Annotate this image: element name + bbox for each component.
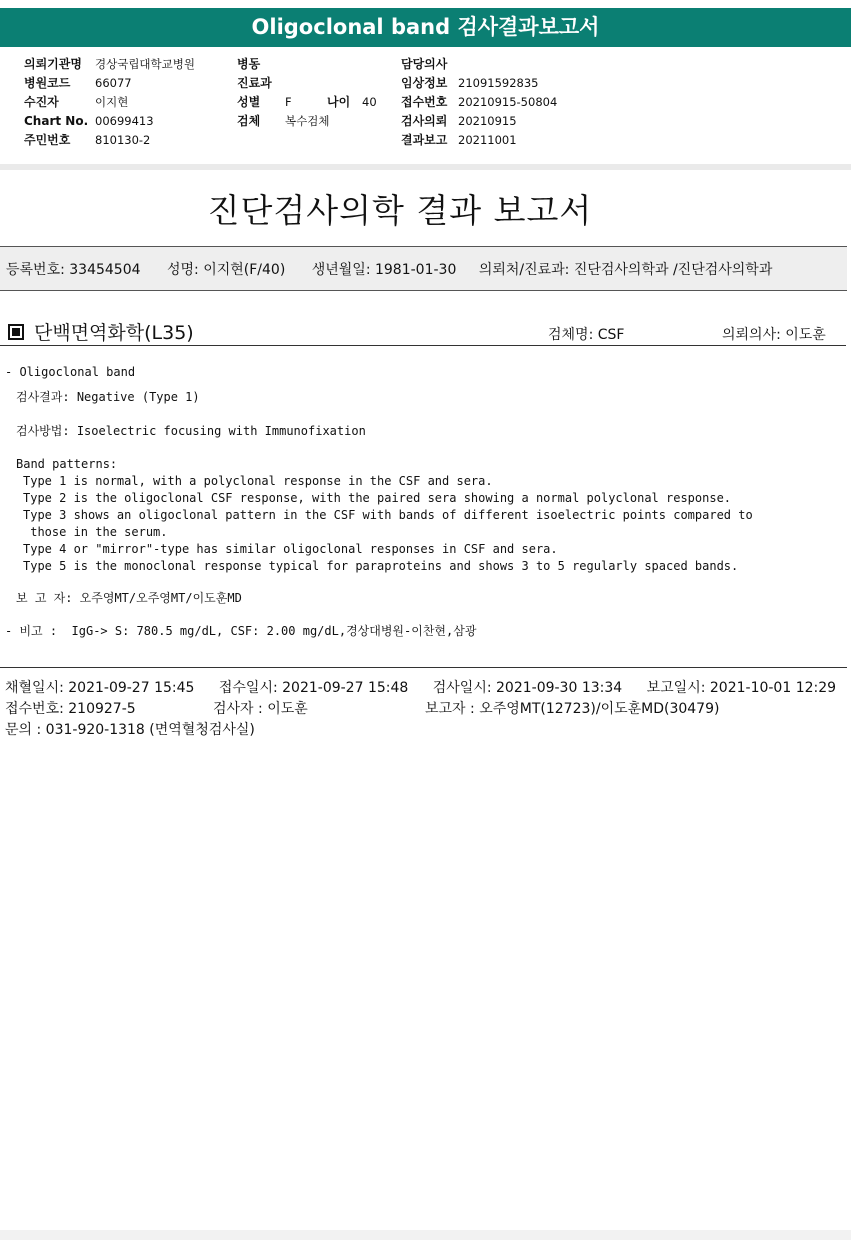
header-row-sex-age: 성별 F 나이 40 <box>237 95 377 109</box>
patient-info-bar <box>0 246 847 291</box>
header-col-3 <box>401 55 557 150</box>
band-type-3: Type 3 shows an oligoclonal pattern in the CSF with bands of different isoelectric points compared to <box>23 508 753 522</box>
remark-line: - 비고 : IgG-> S: 780.5 mg/dL, CSF: 2.00 mg/dL,경상대병원-이찬현,삼광 <box>5 624 477 638</box>
test-datetime: 검사일시: 2021-09-30 13:34 <box>432 680 623 696</box>
footer-tester: 검사자 : 이도훈 <box>213 701 308 717</box>
footer-row-dates <box>5 677 836 697</box>
band-type-4: Type 4 or "mirror"-type has similar oligoclonal responses in CSF and sera. <box>23 542 558 556</box>
header-row-hospital-code: 병원코드 66077 <box>24 76 132 90</box>
band-type-3-cont: those in the serum. <box>23 525 168 539</box>
header-row-institution: 의뢰기관명 경상국립대학교병원 <box>24 57 195 71</box>
footer-reporter: 보고자 : 오주영MT(12723)/이도훈MD(30479) <box>425 701 720 717</box>
header-row-resident-no: 주민번호 810130-2 <box>24 133 151 147</box>
reporter-line: 보 고 자: 오주영MT/오주영MT/이도훈MD <box>16 591 242 605</box>
header-row-receipt-no: 접수번호 20210915-50804 <box>401 95 558 109</box>
band-type-2: Type 2 is the oligoclonal CSF response, with the paired sera showing a normal polyclonal response. <box>23 491 732 505</box>
header-row-report-date: 결과보고 20211001 <box>401 133 517 147</box>
registration-number: 등록번호: 33454504 <box>6 262 141 278</box>
date-of-birth: 생년월일: 1981-01-30 <box>311 262 457 278</box>
filled-square-icon <box>8 324 24 340</box>
referring-doctor: 의뢰의사: 이도훈 <box>722 327 826 343</box>
header-row-clinical-info: 임상정보 21091592835 <box>401 76 539 90</box>
section-title: 단백면역화학(L35) <box>8 318 194 345</box>
header-info <box>0 47 851 165</box>
footer-contact: 문의 : 031-920-1318 (면역혈청검사실) <box>5 722 255 738</box>
referring-dept: 의뢰처/진료과: 진단검사의학과 /진단검사의학과 <box>478 262 773 278</box>
header-row-patient: 수진자 이지현 <box>24 95 129 109</box>
report-title-bar: Oligoclonal band 검사결과보고서 <box>0 8 851 47</box>
test-name: - Oligoclonal band <box>5 365 136 379</box>
test-result: 검사결과: Negative (Type 1) <box>16 390 200 404</box>
separator-band <box>0 164 851 170</box>
header-row-ward: 병동 <box>237 57 261 71</box>
specimen-name: 검체명: CSF <box>548 327 625 343</box>
section-header <box>0 318 846 346</box>
footer-divider <box>0 667 847 668</box>
document-title: 진단검사의학 결과 보고서 <box>207 191 593 230</box>
header-col-1 <box>24 55 195 150</box>
header-row-chart-no: Chart No. 00699413 <box>24 114 154 128</box>
band-type-1: Type 1 is normal, with a polyclonal response in the CSF and sera. <box>23 474 493 488</box>
header-row-specimen: 검체 복수검체 <box>237 114 330 128</box>
band-patterns-title: Band patterns: <box>16 457 118 471</box>
collection-datetime: 채혈일시: 2021-09-27 15:45 <box>5 680 195 696</box>
footer-receipt-no: 접수번호: 210927-5 <box>5 701 136 717</box>
header-row-doctor: 담당의사 <box>401 57 448 71</box>
header-row-request-date: 검사의뢰 20210915 <box>401 114 517 128</box>
header-col-2 <box>237 55 377 131</box>
band-type-5: Type 5 is the monoclonal response typical for paraproteins and shows 3 to 5 regularly spaced bands. <box>23 559 739 573</box>
header-row-dept: 진료과 <box>237 76 272 90</box>
receipt-datetime: 접수일시: 2021-09-27 15:48 <box>218 680 409 696</box>
report-datetime: 보고일시: 2021-10-01 12:29 <box>646 680 837 696</box>
test-method: 검사방법: Isoelectric focusing with Immunofixation <box>16 424 366 438</box>
patient-name: 성명: 이지현(F/40) <box>166 262 286 278</box>
